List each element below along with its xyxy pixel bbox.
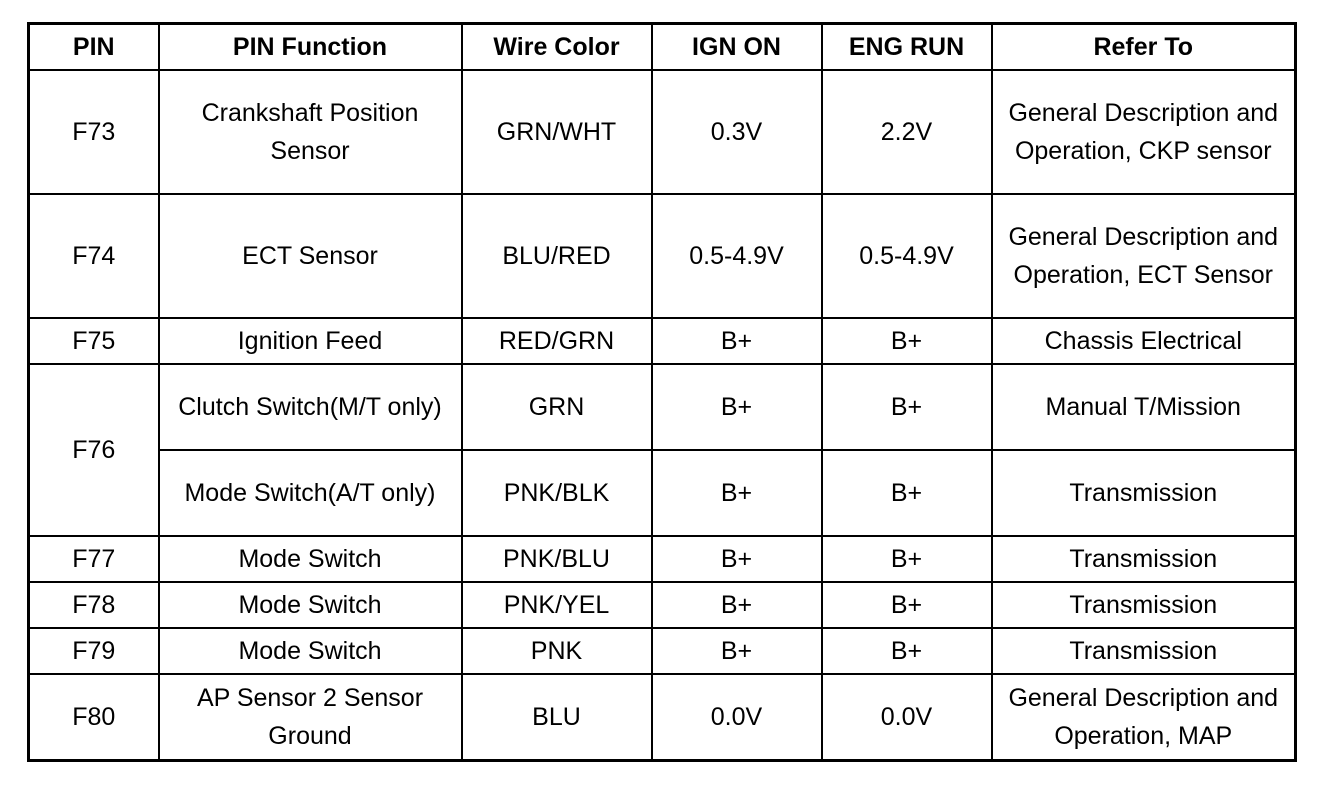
cell-function: Ignition Feed [159,318,462,364]
cell-refer-to: Transmission [992,582,1296,628]
cell-wire-color: BLU [462,674,652,761]
cell-eng-run: B+ [822,536,992,582]
cell-wire-color: PNK/BLU [462,536,652,582]
cell-ign-on: B+ [652,628,822,674]
cell-refer-to: Transmission [992,628,1296,674]
cell-wire-color: PNK [462,628,652,674]
cell-ign-on: B+ [652,450,822,536]
cell-wire-color: PNK/YEL [462,582,652,628]
pin-table [27,22,1297,762]
table-row [29,450,1296,536]
cell-wire-color: PNK/BLK [462,450,652,536]
table-row [29,318,1296,364]
cell-eng-run: B+ [822,318,992,364]
cell-pin: F77 [29,536,159,582]
cell-pin: F75 [29,318,159,364]
cell-function: Mode Switch [159,536,462,582]
table-row [29,582,1296,628]
cell-wire-color: RED/GRN [462,318,652,364]
cell-function: Mode Switch(A/T only) [159,450,462,536]
cell-ign-on: 0.0V [652,674,822,761]
cell-wire-color: GRN/WHT [462,70,652,194]
header-function: PIN Function [159,24,462,71]
header-pin: PIN [29,24,159,71]
table-header [29,24,1296,71]
cell-eng-run: 0.5-4.9V [822,194,992,318]
cell-ign-on: B+ [652,582,822,628]
cell-pin: F74 [29,194,159,318]
cell-wire-color: BLU/RED [462,194,652,318]
cell-function: Crankshaft Position Sensor [159,70,462,194]
table-row [29,194,1296,318]
cell-ign-on: B+ [652,536,822,582]
cell-function: Mode Switch [159,628,462,674]
cell-refer-to: Transmission [992,536,1296,582]
header-row [29,24,1296,71]
header-refer-to: Refer To [992,24,1296,71]
cell-ign-on: 0.3V [652,70,822,194]
table-row [29,70,1296,194]
table-row [29,674,1296,761]
cell-ign-on: B+ [652,364,822,450]
table-row [29,628,1296,674]
cell-refer-to: General Description and Operation, MAP [992,674,1296,761]
header-ign-on: IGN ON [652,24,822,71]
table-row [29,364,1296,450]
header-eng-run: ENG RUN [822,24,992,71]
cell-refer-to: Chassis Electrical [992,318,1296,364]
cell-wire-color: GRN [462,364,652,450]
cell-eng-run: B+ [822,582,992,628]
cell-eng-run: B+ [822,364,992,450]
table-row [29,536,1296,582]
cell-function: AP Sensor 2 Sensor Ground [159,674,462,761]
table-body [29,70,1296,761]
cell-function: Clutch Switch(M/T only) [159,364,462,450]
cell-refer-to: Manual T/Mission [992,364,1296,450]
cell-refer-to: General Description and Operation, ECT Sensor [992,194,1296,318]
cell-pin: F73 [29,70,159,194]
cell-eng-run: B+ [822,628,992,674]
cell-refer-to: Transmission [992,450,1296,536]
cell-pin: F78 [29,582,159,628]
cell-ign-on: B+ [652,318,822,364]
cell-pin: F79 [29,628,159,674]
cell-ign-on: 0.5-4.9V [652,194,822,318]
header-wire-color: Wire Color [462,24,652,71]
cell-function: Mode Switch [159,582,462,628]
cell-function: ECT Sensor [159,194,462,318]
cell-pin: F80 [29,674,159,761]
cell-eng-run: 0.0V [822,674,992,761]
cell-eng-run: 2.2V [822,70,992,194]
cell-refer-to: General Description and Operation, CKP sensor [992,70,1296,194]
cell-eng-run: B+ [822,450,992,536]
cell-pin: F76 [29,364,159,536]
